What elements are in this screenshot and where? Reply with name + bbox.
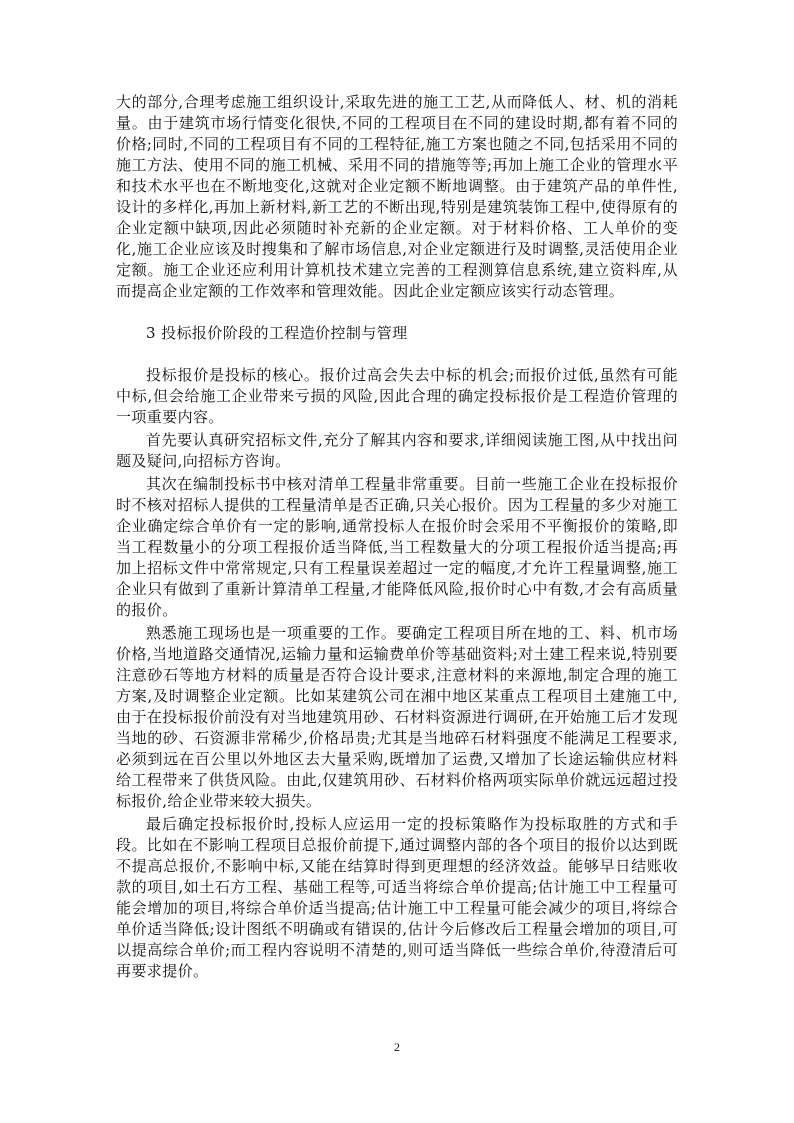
paragraph: 首先要认真研究招标文件,充分了解其内容和要求,详细阅读施工图,从中找出问题及疑问,向招标方咨询。	[116, 431, 678, 470]
paragraph-continuation: 大的部分,合理考虑施工组织设计,采取先进的施工工艺,从而降低人、材、机的消耗量。由于建筑市场行情变化很快,不同的工程项目在不同的建设时期,都有着不同的价格;同时,不同的工程项目有不同的工程特征,施工方案也随之不同,包括采用不同的施工方法、使用不同的施工机械、采用不同的措施等等;再加上施工企业的管理水平和技术水平也在不断地变化,这就对企业定额不断地调整。由于建筑产品的单件性,设计的多样化,再加上新材料,新工艺的不断出现,特别是建筑装饰工程中,使得原有的企业定额中缺项,因此必须随时补充新的企业定额。对于材料价格、工人单价的变化,施工企业应该及时搜集和了解市场信息,对企业定额进行及时调整,灵活使用企业定额。施工企业还应利用计算机技术建立完善的工程测算信息系统,建立资料库,从而提高企业定额的工作效率和管理效能。因此企业定额应该实行动态管理。	[116, 93, 678, 300]
paragraph: 熟悉施工现场也是一项重要的工作。要确定工程项目所在地的工、料、机市场价格,当地道路交通情况,运输力量和运输费单价等基础资料;对土建工程来说,特别要注意砂石等地方材料的质量是否符合设计要求,注意材料的来源地,制定合理的施工方案,及时调整企业定额。比如某建筑公司在湘中地区某重点工程项目土建施工中,由于在投标报价前没有对当地建筑用砂、石材料资源进行调研,在开始施工后才发现当地的砂、石资源非常稀少,价格昂贵;尤其是当地碎石材料强度不能满足工程要求,必须到远在百公里以外地区去大量采购,既增加了运费,又增加了长途运输供应材料给工程带来了供货风险。由此,仅建筑用砂、石材料价格两项实际单价就远远超过投标报价,给企业带来较大损失。	[116, 624, 678, 810]
paragraph: 投标报价是投标的核心。报价过高会失去中标的机会;而报价过低,虽然有可能中标,但会给施工企业带来亏损的风险,因此合理的确定投标报价是工程造价管理的一项重要内容。	[116, 366, 678, 426]
section-heading: 3 投标报价阶段的工程造价控制与管理	[146, 324, 408, 342]
paragraph: 最后确定投标报价时,投标人应运用一定的投标策略作为投标取胜的方式和手段。比如在不影响工程项目总报价前提下,通过调整内部的各个项目的报价以达到既不提高总报价,不影响中标,又能在结算时得到更理想的经济效益。能够早日结账收款的项目,如土石方工程、基础工程等,可适当将综合单价提高;估计施工中工程量可能会增加的项目,将综合单价适当提高;估计施工中工程量可能会减少的项目,将综合单价适当降低;设计图纸不明确或有错误的,估计今后修改后工程量会增加的项目,可以提高综合单价;而工程内容说明不清楚的,则可适当降低一些综合单价,待澄清后可再要求提价。	[116, 815, 678, 980]
page-number: 2	[394, 1040, 400, 1054]
paragraph: 其次在编制投标书中核对清单工程量非常重要。目前一些施工企业在投标报价时不核对招标人提供的工程量清单是否正确,只关心报价。因为工程量的多少对施工企业确定综合单价有一定的影响,通常投标人在报价时会采用不平衡报价的策略,即当工程数量小的分项工程报价适当降低,当工程数量大的分项工程报价适当提高;再加上招标文件中常常规定,只有工程量误差超过一定的幅度,才允许工程量调整,施工企业只有做到了重新计算清单工程量,才能降低风险,报价时心中有数,才会有高质量的报价。	[116, 475, 678, 619]
page-body	[116, 92, 678, 982]
